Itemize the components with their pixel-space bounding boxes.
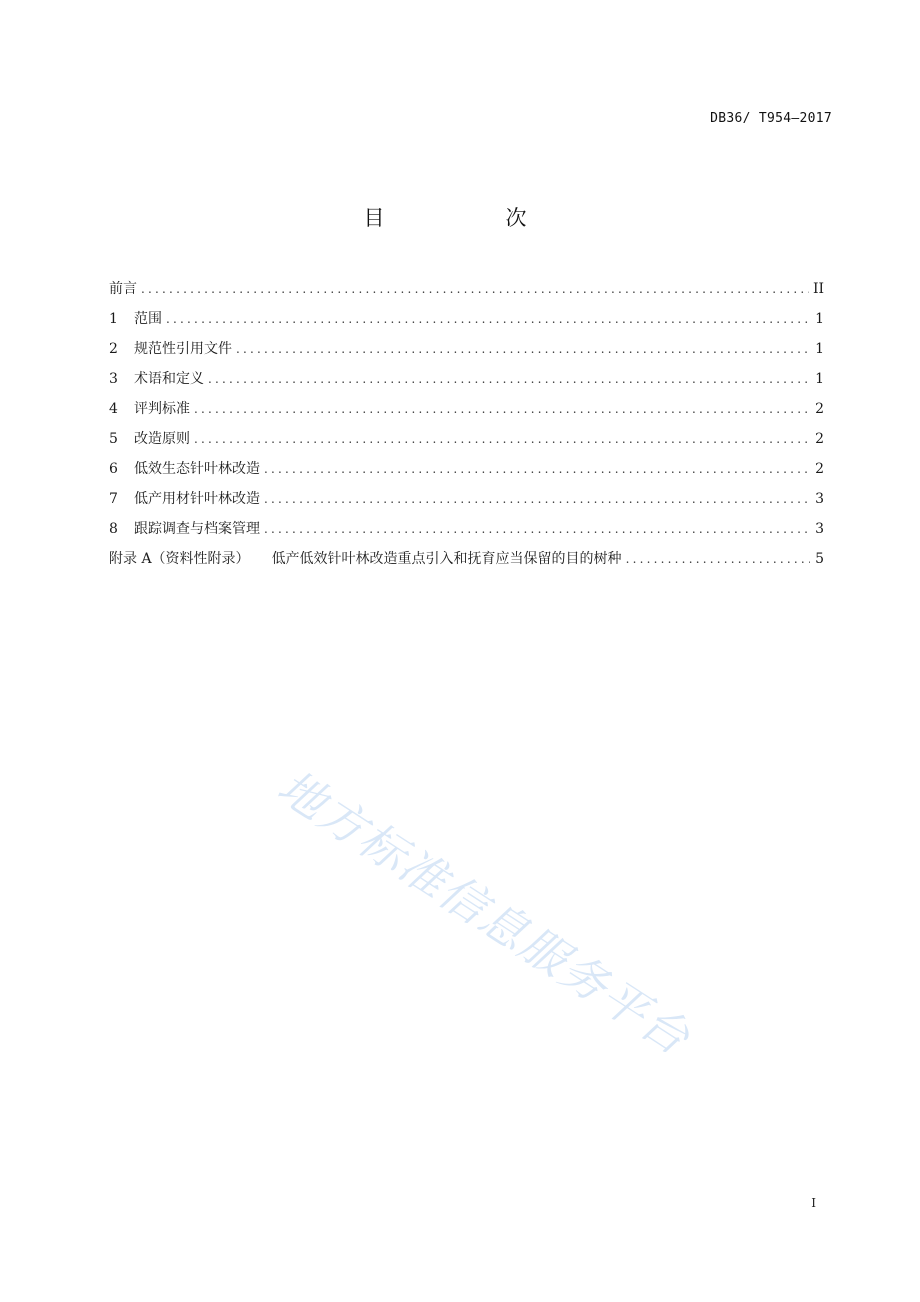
toc-entry-page: 2 — [815, 401, 824, 417]
toc-entry-label: 低产用材针叶林改造 — [134, 491, 260, 507]
toc-entry-page: 3 — [815, 521, 824, 537]
toc-entry-page: 5 — [815, 551, 824, 567]
toc-leader-dots — [208, 366, 810, 392]
toc-entry-appendix-label: 附录 A（资料性附录） — [109, 551, 250, 567]
toc-entry-label: 规范性引用文件 — [134, 341, 232, 357]
toc-entry-page: 1 — [815, 311, 824, 327]
toc-leader-dots — [264, 486, 810, 512]
toc-entry-normative-references[interactable] — [109, 336, 824, 366]
toc-entry-page: 1 — [815, 371, 824, 387]
toc-leader-dots — [141, 276, 809, 302]
toc-entry-timber-forest[interactable] — [109, 486, 824, 516]
toc-entry-ecological-forest[interactable] — [109, 456, 824, 486]
toc-leader-dots — [194, 396, 810, 422]
toc-entry-number: 6 — [109, 461, 118, 477]
toc-entry-page: 1 — [815, 341, 824, 357]
toc-entry-appendix-title: 低产低效针叶林改造重点引入和抚育应当保留的目的树种 — [271, 551, 622, 567]
watermark: 地方标准信息服务平台 — [268, 759, 701, 1066]
toc-entry-number: 5 — [109, 431, 118, 447]
toc-entry-label: 低效生态针叶林改造 — [134, 461, 260, 477]
toc-title: 目 次 — [363, 206, 577, 230]
toc-leader-dots — [236, 336, 810, 362]
page-number: I — [811, 1196, 816, 1210]
toc-leader-dots — [166, 306, 810, 332]
toc-entry-label: 改造原则 — [134, 431, 190, 447]
toc-entry-page: II — [812, 281, 824, 297]
toc-entry-number: 4 — [109, 401, 118, 417]
toc-entry-appendix-a[interactable] — [109, 546, 824, 576]
toc-entry-label: 评判标准 — [134, 401, 190, 417]
toc-entry-page: 2 — [815, 431, 824, 447]
toc-leader-dots — [194, 426, 810, 452]
toc-list — [109, 276, 824, 576]
toc-entry-number: 3 — [109, 371, 118, 387]
doc-code: DB36/ T954—2017 — [710, 111, 832, 126]
toc-entry-terms[interactable] — [109, 366, 824, 396]
toc-leader-dots — [626, 546, 810, 572]
toc-entry-label: 范围 — [134, 311, 162, 327]
toc-entry-number: 1 — [109, 311, 118, 327]
toc-entry-number: 7 — [109, 491, 118, 507]
toc-leader-dots — [264, 456, 810, 482]
toc-entry-label: 跟踪调查与档案管理 — [134, 521, 260, 537]
toc-entry-label: 前言 — [109, 281, 137, 297]
toc-entry-page: 3 — [815, 491, 824, 507]
toc-entry-tracking[interactable] — [109, 516, 824, 546]
toc-entry-scope[interactable] — [109, 306, 824, 336]
toc-entry-number: 8 — [109, 521, 118, 537]
toc-entry-principles[interactable] — [109, 426, 824, 456]
toc-entry-label: 术语和定义 — [134, 371, 204, 387]
toc-entry-number: 2 — [109, 341, 118, 357]
toc-entry-criteria[interactable] — [109, 396, 824, 426]
toc-entry-foreword[interactable] — [109, 276, 824, 306]
toc-leader-dots — [264, 516, 810, 542]
toc-entry-page: 2 — [815, 461, 824, 477]
